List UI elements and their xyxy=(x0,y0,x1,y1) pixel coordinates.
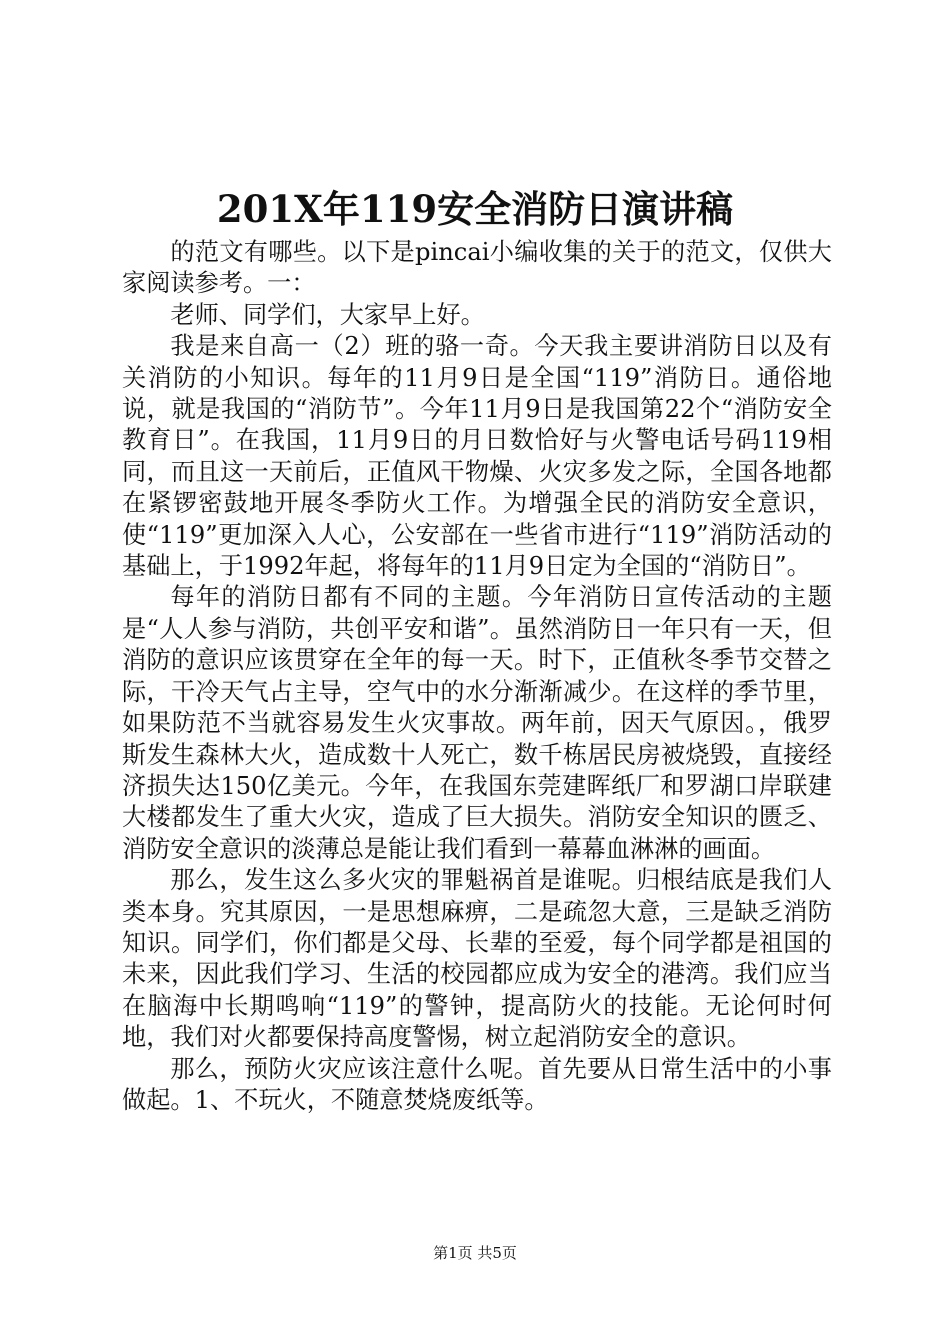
paragraph: 每年的消防日都有不同的主题。今年消防日宣传活动的主题是“人人参与消防，共创平安和谐”。虽然消防日一年只有一天，但消防的意识应该贯穿在全年的每一天。时下，正值秋冬季节交替之际，干冷天气占主导，空气中的水分渐渐减少。在这样的季节里，如果防范不当就容易发生火灾事故。两年前，因天气原因。，俄罗斯发生森林大火，造成数十人死亡，数千栋居民房被烧毁，直接经济损失达150亿美元。今年，在我国东莞建晖纸厂和罗湖口岸联建大楼都发生了重大火灾，造成了巨大损失。消防安全知识的匮乏、消防安全意识的淡薄总是能让我们看到一幕幕血淋淋的画面。 xyxy=(122,583,832,863)
paragraph: 老师、同学们，大家早上好。 xyxy=(170,300,485,329)
paragraph: 的范文有哪些。以下是pincai小编收集的关于的范文，仅供大家阅读参考。一： xyxy=(122,238,832,298)
paragraph: 那么，发生这么多火灾的罪魁祸首是谁呢。归根结底是我们人类本身。究其原因，一是思想麻痹，二是疏忽大意，三是缺乏消防知识。同学们，你们都是父母、长辈的至爱，每个同学都是祖国的未来，因此我们学习、生活的校园都应成为安全的港湾。我们应当在脑海中长期鸣响“119”的警钟，提高防火的技能。无论何时何地，我们对火都要保持高度警惕，树立起消防安全的意识。 xyxy=(122,866,832,1052)
page-footer: 第1页 共5页 xyxy=(433,1244,517,1262)
paragraph: 那么，预防火灾应该注意什么呢。首先要从日常生活中的小事做起。1、不玩火，不随意焚烧废纸等。 xyxy=(122,1054,832,1114)
document-title: 201X年119安全消防日演讲稿 xyxy=(216,187,734,231)
document-body xyxy=(122,237,832,1116)
paragraph: 我是来自高一（2）班的骆一奇。今天我主要讲消防日以及有关消防的小知识。每年的11月9日是全国“119”消防日。通俗地说，就是我国的“消防节”。今年11月9日是我国第22个“消防安全教育日”。在我国，11月9日的月日数恰好与火警电话号码119相同，而且这一天前后，正值风干物燥、火灾多发之际，全国各地都在紧锣密鼓地开展冬季防火工作。为增强全民的消防安全意识，使“119”更加深入人心，公安部在一些省市进行“119”消防活动的基础上，于1992年起，将每年的11月9日定为全国的“消防日”。 xyxy=(122,332,832,581)
